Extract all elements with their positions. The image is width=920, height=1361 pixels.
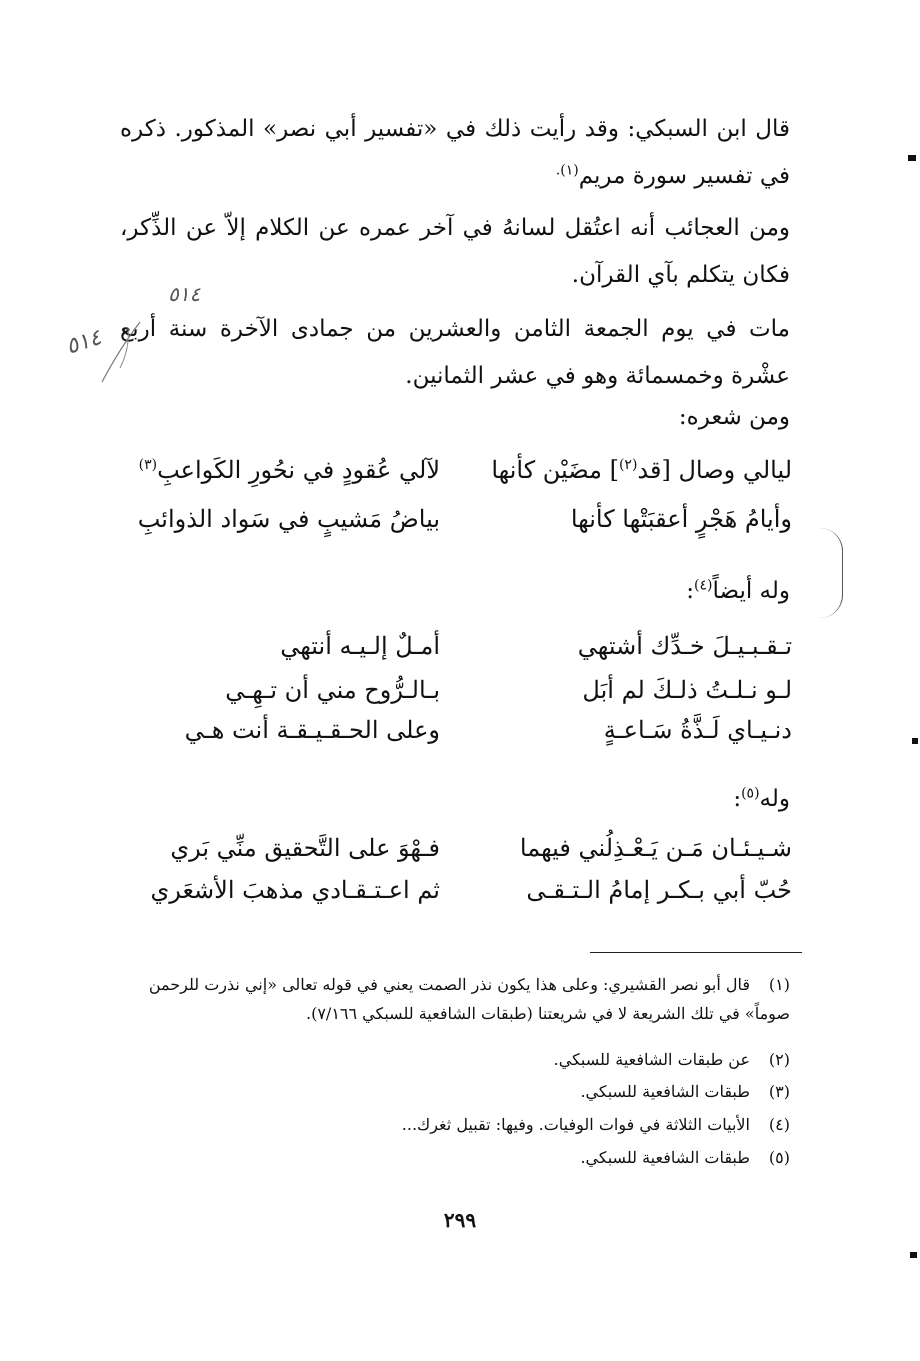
footnote-text: عن طبقات الشافعية للسبكي. [553, 1050, 750, 1069]
paragraph-1 [120, 106, 790, 200]
verse-second-hemistich [120, 456, 440, 484]
footnote-ref-1: (١). [555, 162, 579, 179]
poem-1-intro: ومن شعره: [678, 404, 790, 430]
verse-second-hemistich: ثم اعـتـقـادي مذهبَ الأشعَري [150, 876, 440, 904]
verse-first-hemistich: لـو نـلـتُ ذلـكَ لم أبَل [582, 676, 792, 704]
scan-edge-mark [908, 155, 916, 161]
scan-edge-mark [912, 738, 918, 744]
footnote-number: (٥) [768, 1148, 790, 1167]
footnote-number: (٣) [768, 1082, 790, 1101]
verse-row [120, 505, 792, 549]
handwritten-stroke-icon [80, 318, 150, 388]
verse-second-hemistich: وعلى الحـقـيـقـة أنت هـي [184, 716, 440, 744]
verse-second-hemistich: بياضُ مَشيبٍ في سَواد الذوائبِ [137, 505, 440, 533]
verse-first-hemistich: شـيـئـان مَـن يَـعْـذِلُني فيهما [519, 834, 792, 862]
footnote-4 [130, 1110, 790, 1140]
verse-row [120, 716, 792, 760]
poem-3-intro-text: وله [759, 786, 790, 812]
footnote-number: (٢) [768, 1050, 790, 1069]
poem-2-intro [686, 578, 790, 604]
footnote-ref-4: (٤) [694, 577, 713, 594]
footnote-5 [130, 1143, 790, 1173]
verse-row [120, 876, 792, 920]
verse-text: ليالي وصال [قد [637, 456, 792, 484]
footnote-text: طبقات الشافعية للسبكي. [580, 1082, 750, 1101]
handwritten-note-left: ٥١٤ [63, 325, 105, 360]
paragraph-3: مات في يوم الجمعة الثامن والعشرين من جمادى الآخرة سنة أربع عشْرة وخمسمائة وهو في عشر الثمانين. [120, 316, 790, 389]
paragraph-1-text: قال ابن السبكي: وقد رأيت ذلك في «تفسير أبي نصر» المذكور. ذكره في تفسير سورة مريم [120, 116, 790, 189]
footnote-ref-2: (٢) [618, 457, 638, 473]
footnote-number: (١) [768, 975, 790, 994]
footnote-number: (٤) [768, 1115, 790, 1134]
verse-first-hemistich [482, 456, 792, 484]
footnote-separator [590, 952, 802, 953]
footnote-3 [130, 1077, 790, 1107]
footnote-text: طبقات الشافعية للسبكي. [580, 1148, 750, 1167]
scan-edge-mark [910, 1252, 917, 1258]
verse-second-hemistich: أمـلٌ إلـيـه أنتهي [280, 632, 440, 660]
verse-row [120, 676, 792, 720]
verse-row [120, 834, 792, 878]
footnote-1 [130, 970, 790, 1028]
footnote-ref-3: (٣) [138, 457, 158, 473]
poem-3-intro [733, 786, 790, 812]
poem-2-intro-text: وله أيضاً [712, 578, 790, 604]
verse-second-hemistich: فـهْوَ على التَّحقيق منِّي بَري [170, 834, 440, 862]
footnote-ref-5: (٥) [741, 785, 760, 802]
verse-row [120, 456, 792, 500]
margin-bracket-mark [820, 528, 843, 618]
paragraph-2: ومن العجائب أنه اعتُقل لسانهُ في آخر عمره عن الكلام إلاّ عن الذِّكر، فكان يتكلم بآي القرآن. [120, 215, 790, 288]
page-number: ٢٩٩ [443, 1208, 477, 1232]
verse-second-hemistich: بـالـرُّوح مني أن تـهِـي [225, 676, 440, 704]
poem-2-intro-colon: : [686, 578, 695, 604]
poem-3-intro-colon: : [733, 786, 742, 812]
verse-first-hemistich: تـقـبـيـلَ خـدِّك أشتهي [577, 632, 792, 660]
footnote-text: قال أبو نصر القشيري: وعلى هذا يكون نذر الصمت يعني في قوله تعالى «إني نذرت للرحمن صوماً» في تلك الشريعة لا في شريعتنا (طبقات الشافعية للسبكي ٧/١٦٦). [148, 975, 790, 1023]
footnote-text: الأبيات الثلاثة في فوات الوفيات. وفيها: تقبيل ثغرك... [401, 1115, 750, 1134]
verse-row [120, 632, 792, 676]
handwritten-note-top: ٥١٤ [168, 282, 201, 306]
verse-first-hemistich: وأيامُ هَجْرٍ أعقبَتْها كأنها [570, 505, 792, 533]
verse-text: لآلي عُقودٍ في نحُورِ الكَواعبِ [157, 456, 440, 484]
verse-first-hemistich: حُبّ أبي بـكـر إمامُ الـتـقـى [526, 876, 792, 904]
verse-text: ] مضَيْن كأنها [491, 456, 619, 484]
footnote-2 [130, 1045, 790, 1075]
verse-first-hemistich: دنـيـاي لَـذَّةُ سَـاعـةٍ [603, 716, 792, 744]
